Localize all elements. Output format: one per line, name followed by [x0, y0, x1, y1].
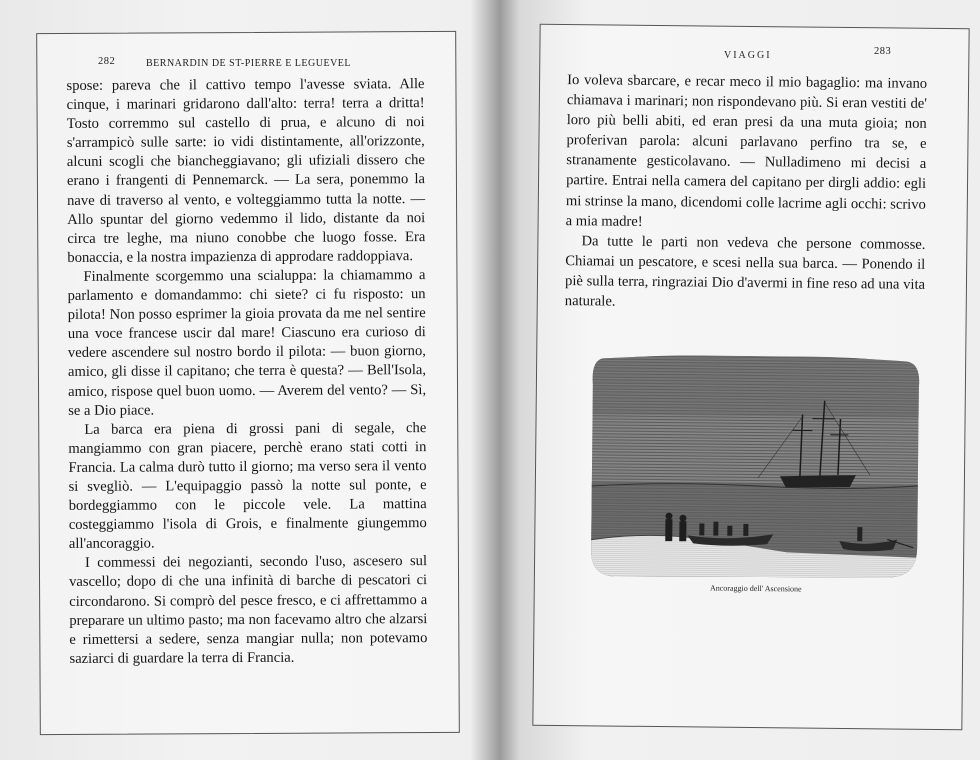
left-running-head: BERNARDIN DE ST-PIERRE E LEGUEVEL [146, 58, 352, 69]
anchorage-engraving [587, 354, 921, 581]
right-paragraph-2: Da tutte le parti non vedeva che persone commosse. Chiamai un pescatore, e scesi nella sua barca. — Ponendo il piè sulla terra, ringraziai Dio d'avermi in fine reso ad una vita naturale. [564, 233, 926, 310]
right-running-head: VIAGGI [724, 50, 772, 61]
illustration-caption: Ancoraggio dell' Ascensione [709, 583, 802, 594]
right-paragraph-1: Io voleva sbarcare, e recar meco il mio bagaglio: ma invano chiamava i marinari; non rispondevano più. Si eran vestiti de' loro più belli abiti, ed eran presi da una muta gioia; non proferivan parola: alcuni parlavano perfino tra se, e stranamente gesticolavano. — Nulladimeno mi decisi a partire. Entrai nella camera del capitano per dirgli addio: egli mi strinse la mano, dicendomi colle lacrime agli occhi: scrivo a mia madre! [565, 72, 928, 230]
engraving-illustration [587, 354, 921, 581]
left-paragraph-2: Finalmente scorgemmo una scialuppa: la chiamammo a parlamento e domandammo: chi siete? ci fu risposto: un pilota! Non posso esprimer la gioia provata da me nel sentire una voce francese uscir dal mare! Ciascuno era curioso di vedere ascendere sul nostro bordo il pilota: — buon giorno, amico, gli disse il capitano; che terra è questa? — Bell'Isola, amico, rispose quel buon uomo. — Averem del vento? — Sì, se a Dio piace. [67, 267, 427, 419]
right-page [512, 0, 980, 760]
left-paragraph-4: I commessi dei negozianti, secondo l'uso, ascesero sul vascello; dopo di che una infinità di barche di pescatori ci circondarono. Si comprò del pesce fresco, e ci affrettammo a preparare un ultimo pasto; ma non facevamo altro che alzarsi e rimettersi a sedere, senza mangiar nulla; non potevamo saziarci di guardare la terra di Francia. [69, 553, 428, 667]
left-paragraph-3: La barca era piena di grossi pani di segale, che mangiammo con gran piacere, perchè erano stati cotti in Francia. La calma durò tutto il giorno; ma verso sera il vento si svegliò. — L'equipaggio passò la notte sul ponte, e bordeggiammo con le piccole vele. La mattina costeggiammo l'isola di Grois, e finalmente giungemmo all'ancoraggio. [68, 419, 427, 553]
right-body-text [565, 70, 928, 315]
left-page-number: 282 [98, 56, 116, 67]
left-paragraph-1: spose: pareva che il cattivo tempo l'avesse sviata. Alle cinque, i marinari gridarono dall'alto: terra! terra a dritta! Tosto corremmo sul castello di prua, e alcuno di noi s'arrampicò sulle sarte: io vidi distintamente, all'orizzonte, alcuni scogli che biancheggiavano; gli ufiziali dissero che erano i frangenti di Pennemarck. — La sera, ponemmo la nave di traverso al vento, e volteggiammo tutta la notte. — Allo spuntar del giorno vedemmo il lido, distante da noi circa tre leghe, ma niuno conobbe che luogo fosse. Era bonaccia, e la nostra impazienza di approdare raddoppiava. [66, 76, 426, 266]
right-page-number: 283 [874, 46, 892, 57]
left-body-text [66, 75, 427, 669]
